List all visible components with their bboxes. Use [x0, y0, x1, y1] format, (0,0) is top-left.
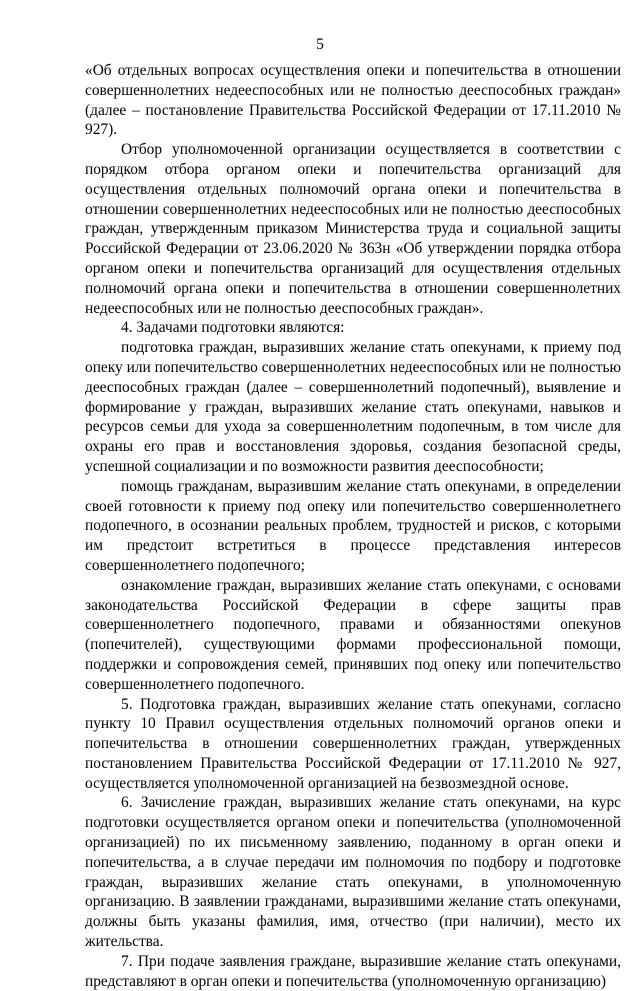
paragraph-task-preparation: подготовка граждан, выразивших желание стать опекунами, к приему под опеку или попечительство совершеннолетних недееспособных или не полностью дееспособных граждан (далее – совершеннолетний подопечный), выявление и формирование у граждан, выразивших желание стать опекунами, навыков и ресурсов семьи для ухода за совершеннолетним подопечным, в том числе для охраны его прав и восстановления здоровья, создания безопасной среды, успешной социализации и по возможности развития дееспособности;	[85, 339, 621, 475]
paragraph-continuation: «Об отдельных вопросах осуществления опеки и попечительства в отношении совершеннолетних недееспособных или не полностью дееспособных граждан» (далее – постановление Правительства Российской Федерации от 17.11.2010 № 927).	[85, 62, 621, 139]
paragraph-task-assistance: помощь гражданам, выразившим желание стать опекунами, в определении своей готовности к приему под опеку или попечительство совершеннолетнего подопечного, в осознании реальных проблем, трудностей и рисков, с которыми им предстоит встретиться в процессе представления интересов совершеннолетнего подопечного;	[85, 477, 621, 574]
paragraph-selection-procedure: Отбор уполномоченной организации осуществляется в соответствии с порядком отбора органом опеки и попечительства организаций для осуществления отдельных полномочий органа опеки и попечительства в отношении совершеннолетних недееспособных или не полностью дееспособных граждан, утвержденным приказом Министерства труда и социальной защиты Российской Федерации от 23.06.2020 № 363н «Об утверждении порядка отбора органом опеки и попечительства организаций для осуществления отдельных полномочий органа опеки и попечительства в отношении совершеннолетних недееспособных или не полностью дееспособных граждан».	[85, 141, 621, 317]
paragraph-item-7: 7. При подаче заявления граждане, выразившие желание стать опекунами, представляют в орган опеки и попечительства (уполномоченную организацию)	[85, 952, 621, 990]
paragraph-task-familiarization: ознакомление граждан, выразивших желание стать опекунами, с основами законодательства Российской Федерации в сфере защиты прав совершеннолетнего подопечного, правами и обязанностями опекунов (попечителей), существующими формами профессиональной помощи, поддержки и сопровождения семей, принявших под опеку или попечительство совершеннолетнего подопечного.	[85, 576, 621, 693]
paragraph-item-4-heading: 4. Задачами подготовки являются:	[121, 319, 345, 337]
page-number: 5	[316, 36, 324, 53]
paragraph-item-6: 6. Зачисление граждан, выразивших желание стать опекунами, на курс подготовки осуществляется органом опеки и попечительства (уполномоченной организацией) по их письменному заявлению, поданному в орган опеки и попечительства, а в случае передачи им полномочия по подбору и подготовке граждан, выразивших желание стать опекунами, в уполномоченную организацию. В заявлении гражданами, выразившими желание стать опекунами, должны быть указаны фамилия, имя, отчество (при наличии), место их жительства.	[85, 794, 621, 951]
document-body	[85, 61, 621, 991]
paragraph-item-5: 5. Подготовка граждан, выразивших желание стать опекунами, согласно пункту 10 Правил осуществления отдельных полномочий органов опеки и попечительства в отношении совершеннолетних граждан, утвержденных постановлением Правительства Российской Федерации от 17.11.2010 № 927, осуществляется уполномоченной организацией на безвозмездной основе.	[85, 695, 621, 792]
